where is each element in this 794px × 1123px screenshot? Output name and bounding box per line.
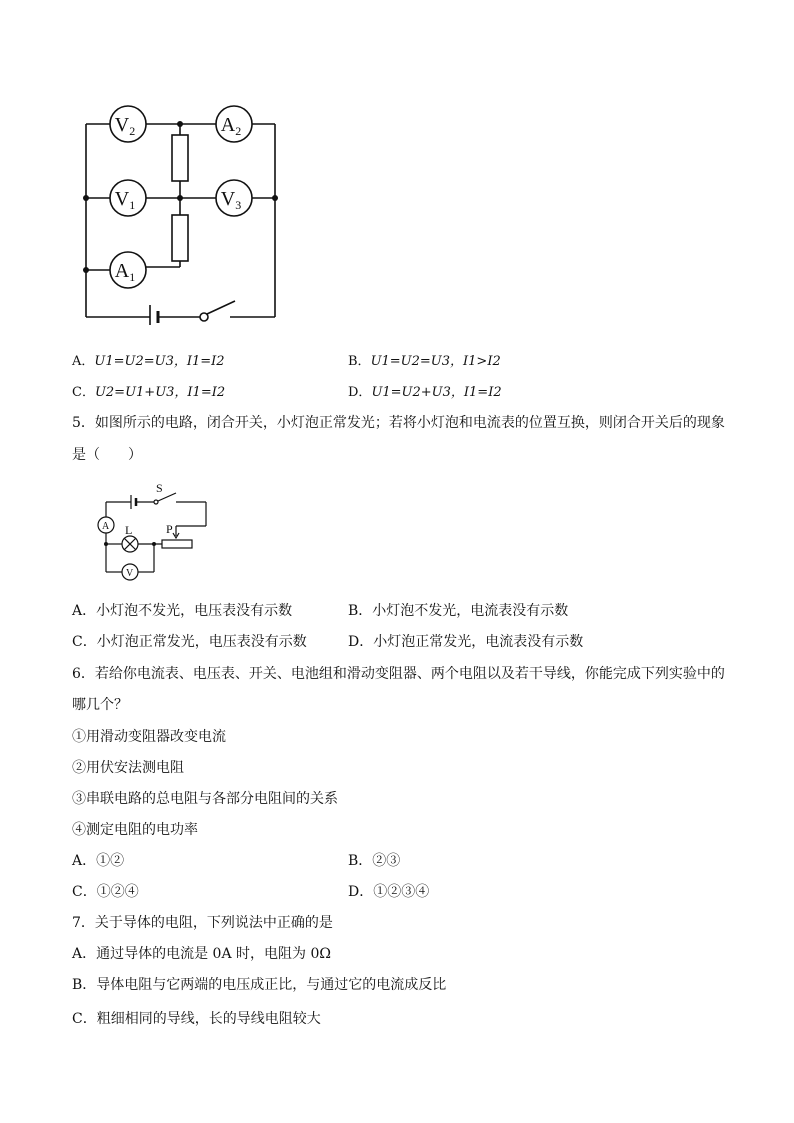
q4-option-b-text: U1=U2=U3，I1>I2 xyxy=(370,354,501,369)
q6-item-1: ①用滑动变阻器改变电流 xyxy=(72,729,226,745)
v1-meter-label: $V_1$ xyxy=(114,188,136,212)
q5-option-b[interactable]: B．小灯泡不发光，电流表没有示数 xyxy=(348,603,569,619)
q4-option-c-text: U2=U1+U3，I1=I2 xyxy=(94,385,226,400)
q5-option-a[interactable]: A．小灯泡不发光，电压表没有示数 xyxy=(72,603,293,619)
q5-option-d[interactable]: D．小灯泡正常发光，电流表没有示数 xyxy=(348,634,584,650)
q5-option-c[interactable]: C．小灯泡正常发光，电压表没有示数 xyxy=(72,634,307,650)
lamp-label: L xyxy=(125,523,133,537)
q5-stem-line2: 是（ ） xyxy=(72,447,142,463)
q6-option-b[interactable]: B．②③ xyxy=(348,853,401,869)
q4-option-a[interactable]: A．U1=U2=U3，I1=I2 xyxy=(72,354,225,369)
q6-item-3: ③串联电路的总电阻与各部分电阻间的关系 xyxy=(72,791,338,807)
q7-option-a[interactable]: A．通过导体的电流是 0A 时，电阻为 0Ω xyxy=(72,946,331,962)
q6-option-a[interactable]: A．①② xyxy=(72,853,125,869)
q6-stem-line2: 哪几个？ xyxy=(72,697,128,713)
q7-stem: 7．关于导体的电阻，下列说法中正确的是 xyxy=(72,915,333,931)
q6-stem-line1: 6．若给你电流表、电压表、开关、电池组和滑动变阻器、两个电阻以及若干导线，你能完成下列实验中的 xyxy=(72,666,725,682)
slider-label: P xyxy=(166,522,173,536)
a2-meter-label: $A_2$ xyxy=(220,114,242,138)
q6-option-c[interactable]: C．①②④ xyxy=(72,884,139,900)
q4-option-a-text: U1=U2=U3，I1=I2 xyxy=(94,354,225,369)
q7-option-b[interactable]: B．导体电阻与它两端的电压成正比，与通过它的电流成反比 xyxy=(72,977,447,993)
q6-item-2: ②用伏安法测电阻 xyxy=(72,760,184,776)
a1-meter-label: $A_1$ xyxy=(114,260,136,284)
q4-option-b[interactable]: B．U1=U2=U3，I1>I2 xyxy=(348,354,501,369)
q6-option-d[interactable]: D．①②③④ xyxy=(348,884,430,900)
q4-option-d[interactable]: D．U1=U2+U3，I1=I2 xyxy=(348,385,502,400)
q4-option-c[interactable]: C．U2=U1+U3，I1=I2 xyxy=(72,385,226,400)
switch-label: S xyxy=(156,481,163,495)
q6-item-4: ④测定电阻的电功率 xyxy=(72,822,198,838)
q4-circuit-diagram xyxy=(80,105,280,325)
q4-option-d-text: U1=U2+U3，I1=I2 xyxy=(371,385,502,400)
v3-meter-label: $V_3$ xyxy=(220,188,242,212)
q5-circuit-diagram xyxy=(96,478,216,588)
q7-option-c[interactable]: C．粗细相同的导线，长的导线电阻较大 xyxy=(72,1011,321,1027)
q5-stem-line1: 5．如图所示的电路，闭合开关，小灯泡正常发光；若将小灯泡和电流表的位置互换，则闭合开关后的现象 xyxy=(72,415,725,431)
voltmeter-label: V xyxy=(126,568,134,579)
ammeter-label: A xyxy=(102,521,110,532)
v2-meter-label: $V_2$ xyxy=(114,114,136,138)
